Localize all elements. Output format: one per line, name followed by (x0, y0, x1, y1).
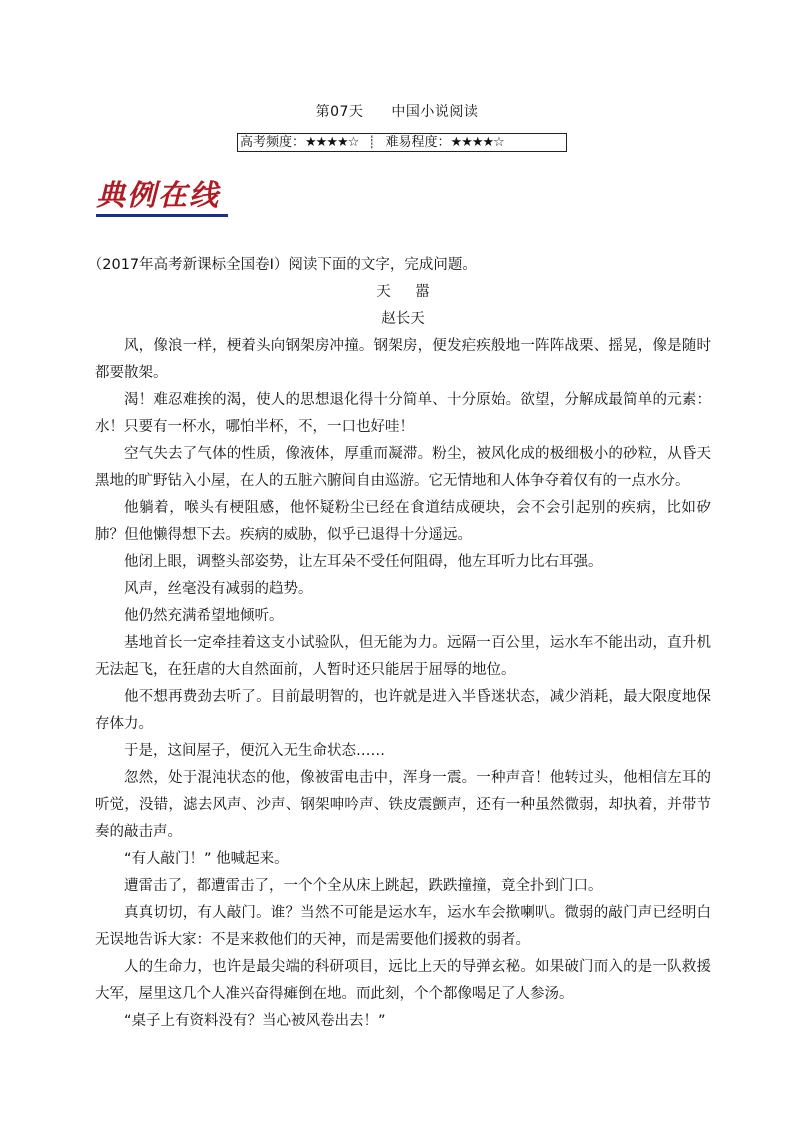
day-label: 第07天 (315, 104, 364, 120)
section-banner (96, 178, 246, 218)
frequency-stars: ★★★★☆ (305, 135, 359, 150)
passage (87, 252, 711, 1035)
paragraph: 空气失去了气体的性质，像液体，厚重而凝滞。粉尘，被风化成的极细极小的砂粒，从昏天黑地的旷野钻入小屋，在人的五脏六腑间自由巡游。它无情地和人体争夺着仅有的一点水分。 (95, 446, 711, 489)
paragraph: 人的生命力，也许是最尖端的科研项目，远比上天的导弹玄秘。如果破门而入的是一队救援大军，屋里这几个人准兴奋得瘫倒在地。而此刻，个个都像喝足了人参汤。 (95, 959, 711, 1002)
difficulty-label: 难易程度： (385, 135, 451, 150)
difficulty-stars: ★★★★☆ (450, 135, 504, 150)
paragraph: 他不想再费劲去听了。目前最明智的，也许就是进入半昏迷状态，减少消耗，最大限度地保存体力。 (95, 689, 711, 732)
paragraph: 他闭上眼，调整头部姿势，让左耳朵不受任何阻碍，他左耳听力比右耳强。 (124, 554, 603, 570)
story-title: 天 嚣 (376, 284, 440, 300)
paragraph: 风声，丝毫没有减弱的趋势。 (124, 581, 313, 597)
frequency-difficulty-box (237, 133, 567, 152)
paragraph: 他躺着，喉头有梗阻感，他怀疑粉尘已经在食道结成硬块，会不会引起别的疾病，比如矽肺？但他懒得想下去。疾病的威胁，似乎已退得十分遥远。 (95, 500, 711, 543)
day-title (0, 102, 794, 122)
paragraph: 他仍然充满希望地倾听。 (124, 608, 284, 624)
paragraph: 基地首长一定牵挂着这支小试验队，但无能为力。远隔一百公里，运水车不能出动，直升机无法起飞，在狂虐的大自然面前，人暂时还只能居于屈辱的地位。 (95, 635, 711, 678)
paragraph: 于是，这间屋子，便沉入无生命状态…… (124, 743, 385, 759)
paragraph: “有人敲门！” 他喊起来。 (124, 851, 289, 867)
banner-title: 典例在线 (96, 178, 221, 212)
paragraph: 渴！难忍难挨的渴，使人的思想退化得十分简单、十分原始。欲望，分解成最简单的元素：水！只要有一杯水，哪怕半杯，不，一口也好哇！ (95, 392, 711, 435)
paragraph: 风，像浪一样，梗着头向钢架房冲撞。钢架房，便发疟疾般地一阵阵战栗、摇晃，像是随时都要散架。 (95, 338, 711, 381)
paragraph: “桌子上有资料没有？当心被风卷出去！” (124, 1013, 386, 1029)
topic-title: 中国小说阅读 (391, 104, 479, 120)
question-source: （2017年高考新课标全国卷Ⅰ）阅读下面的文字，完成问题。 (87, 257, 477, 273)
paragraph: 真真切切，有人敲门。谁？当然不可能是运水车，运水车会揿喇叭。微弱的敲门声已经明白无误地告诉大家：不是来救他们的天神，而是需要他们援救的弱者。 (95, 905, 711, 948)
separator: ┊ (368, 135, 376, 149)
story-author: 赵长天 (381, 311, 425, 327)
paragraph: 忽然，处于混沌状态的他，像被雷电击中，浑身一震。一种声音！他转过头，他相信左耳的听觉，没错，滤去风声、沙声、钢架呻吟声、铁皮震颤声，还有一种虽然微弱，却执着，并带节奏的敲击声。 (95, 770, 711, 840)
paragraph: 遭雷击了，都遭雷击了，一个个全从床上跳起，跌跌撞撞，竟全扑到门口。 (124, 878, 603, 894)
banner-underline (96, 214, 228, 217)
frequency-label: 高考频度： (240, 135, 306, 150)
